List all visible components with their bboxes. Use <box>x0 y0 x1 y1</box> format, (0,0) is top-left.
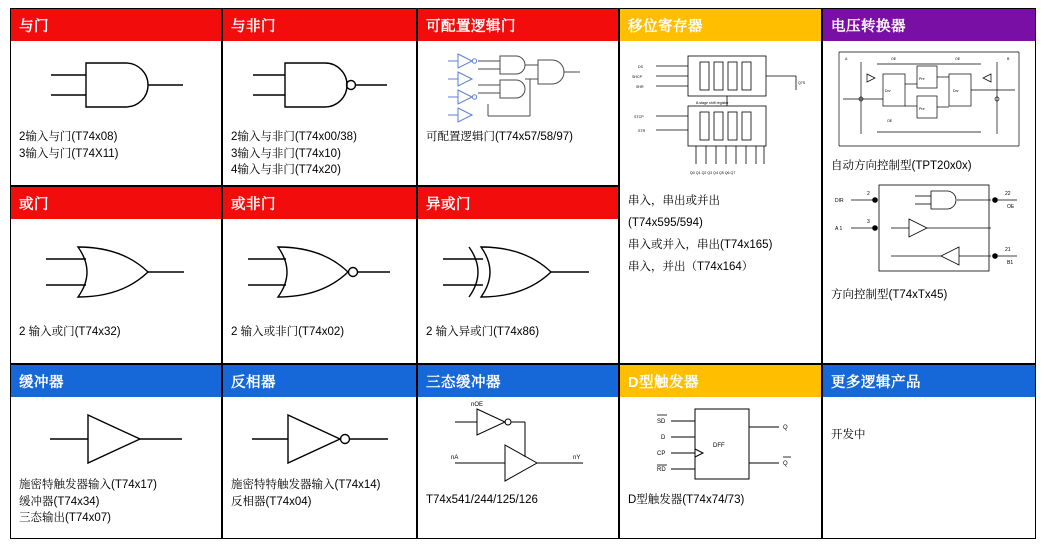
cell-tristate-buffer[interactable] <box>417 364 619 539</box>
caption-line: 开发中 <box>831 429 866 441</box>
cell-caption-configurable-logic-gate <box>418 129 618 146</box>
caption-line: 2 输入异或门(T74x86) <box>426 326 540 338</box>
nor-gate-symbol <box>223 219 416 324</box>
direction-control-diagram <box>823 175 1035 285</box>
cell-nand-gate[interactable] <box>222 8 417 186</box>
caption-line: (T74x595/594) <box>628 216 703 229</box>
cell-body-more-logic-products <box>823 397 1035 538</box>
label-str: STR <box>637 128 645 133</box>
auto-direction-diagram <box>823 41 1035 156</box>
shift-register-diagram <box>620 41 821 191</box>
cell-title-more-logic-products: 更多逻辑产品 <box>823 365 1035 397</box>
caption-line: 缓冲器(T74x34) <box>19 495 100 508</box>
cell-caption-inverter <box>223 477 416 510</box>
label-d: D <box>661 434 666 441</box>
cell-shift-register[interactable] <box>619 8 822 364</box>
cell-body-xor-gate <box>418 219 618 363</box>
label-shcp: SHCP <box>631 74 642 79</box>
cell-d-flipflop[interactable] <box>619 364 822 539</box>
svg-text:B: B <box>1007 56 1010 61</box>
label-pin2: 2 <box>867 191 870 198</box>
caption-line: 2输入与非门(T74x00/38) <box>231 131 357 143</box>
cell-xor-gate[interactable] <box>417 186 619 364</box>
caption-line: 自动方向控制型(TPT20x0x) <box>831 160 972 172</box>
caption-line: 施密特特触发器输入(T74x14) <box>231 479 381 491</box>
cell-body-nor-gate <box>223 219 416 363</box>
svg-text:Pre: Pre <box>919 76 925 81</box>
cell-body-or-gate <box>11 219 221 363</box>
d-flipflop-diagram <box>620 397 821 492</box>
cell-title-inverter: 反相器 <box>223 365 416 397</box>
cell-title-or-gate: 或门 <box>11 187 221 219</box>
label-stcp: STCP <box>633 114 644 119</box>
svg-text:A: A <box>845 56 848 61</box>
cell-caption-nand-gate <box>223 129 416 179</box>
cell-body-and-gate <box>11 41 221 185</box>
cell-title-configurable-logic-gate: 可配置逻辑门 <box>418 9 618 41</box>
cell-caption-tristate-buffer <box>418 492 618 509</box>
cell-title-shift-register: 移位寄存器 <box>620 9 821 41</box>
svg-text:Pre: Pre <box>919 106 925 111</box>
cell-caption-nor-gate <box>223 324 416 341</box>
label-pin3: 3 <box>867 219 870 226</box>
label-dff: DFF <box>713 442 725 449</box>
caption-line: 反相器(T74x04) <box>231 495 312 508</box>
caption-line: 串入或并入，串出(T74x165) <box>628 238 773 251</box>
label-pin21: 21 <box>1005 247 1011 254</box>
caption-line: 3输入与门(T74X11) <box>19 147 119 160</box>
and-gate-symbol <box>11 41 221 129</box>
cell-title-d-flipflop: D型触发器 <box>620 365 821 397</box>
caption-line: 串入，串出或并出 <box>628 195 720 207</box>
cell-inverter[interactable] <box>222 364 417 539</box>
label-q: Q <box>783 424 788 431</box>
label-shr: SHR <box>635 84 644 89</box>
cell-body-voltage-converter <box>823 41 1035 363</box>
cell-buffer[interactable] <box>10 364 222 539</box>
svg-text:OE: OE <box>887 118 893 123</box>
caption-line: D型触发器(T74x74/73) <box>628 494 745 506</box>
label-stage-shift-register: 8-stage shift register <box>695 100 729 105</box>
cell-title-nor-gate: 或非门 <box>223 187 416 219</box>
caption-line: 2 输入或门(T74x32) <box>19 326 121 338</box>
label-rd: RD <box>657 466 666 473</box>
cell-caption-and-gate <box>11 129 221 162</box>
cell-body-d-flipflop <box>620 397 821 538</box>
cell-caption-shift-register <box>620 191 821 278</box>
inverter-symbol <box>223 397 416 477</box>
label-a1: A 1 <box>835 226 843 233</box>
cell-body-shift-register <box>620 41 821 363</box>
caption-line: 施密特触发器输入(T74x17) <box>19 479 158 491</box>
label-dir: DIR <box>835 198 844 205</box>
cell-title-buffer: 缓冲器 <box>11 365 221 397</box>
label-na: nA <box>451 454 459 461</box>
cell-title-and-gate: 与门 <box>11 9 221 41</box>
cell-caption-buffer <box>11 477 221 527</box>
cell-title-nand-gate: 与非门 <box>223 9 416 41</box>
caption-line: T74x541/244/125/126 <box>426 494 538 506</box>
label-qn: Q <box>783 460 788 467</box>
caption-line: 可配置逻辑门(T74x57/58/97) <box>426 131 573 143</box>
cell-and-gate[interactable] <box>10 8 222 186</box>
label-q7s: Q7S <box>797 80 805 85</box>
configurable-logic-diagram <box>418 41 618 129</box>
svg-text:OE: OE <box>955 56 961 61</box>
caption-line: 串入，并出（T74x164） <box>628 260 754 273</box>
tristate-buffer-diagram <box>418 397 618 492</box>
nand-gate-symbol <box>223 41 416 129</box>
cell-body-nand-gate <box>223 41 416 185</box>
cell-more-logic-products[interactable] <box>822 364 1036 539</box>
cell-caption-more-logic-products <box>823 397 1035 444</box>
svg-text:OE: OE <box>891 56 897 61</box>
cell-caption-d-flipflop <box>620 492 821 509</box>
cell-nor-gate[interactable] <box>222 186 417 364</box>
cell-caption-direction-control <box>823 285 1035 304</box>
caption-line: 方向控制型(T74xTx45) <box>831 288 948 301</box>
svg-text:Drv: Drv <box>953 88 959 93</box>
label-b1: B1 <box>1007 260 1014 267</box>
caption-line: 2输入与门(T74x08) <box>19 131 118 143</box>
label-sd: SD <box>657 418 666 425</box>
cell-title-tristate-buffer: 三态缓冲器 <box>418 365 618 397</box>
cell-configurable-logic-gate[interactable] <box>417 8 619 186</box>
buffer-symbol <box>11 397 221 477</box>
label-oe: OE <box>1007 204 1015 211</box>
cell-title-voltage-converter: 电压转换器 <box>823 9 1035 41</box>
cell-body-configurable-logic-gate <box>418 41 618 185</box>
cell-or-gate[interactable] <box>10 186 222 364</box>
caption-line: 3输入与非门(T74x10) <box>231 147 341 160</box>
label-ny: nY <box>573 454 581 461</box>
caption-line: 三态输出(T74x07) <box>19 512 112 525</box>
xor-gate-symbol <box>418 219 618 324</box>
cell-caption-or-gate <box>11 324 221 341</box>
cell-title-xor-gate: 异或门 <box>418 187 618 219</box>
cell-caption-auto-direction <box>823 156 1035 175</box>
label-pin22: 22 <box>1005 191 1011 198</box>
label-outputs: Q0 Q1 Q2 Q3 Q4 Q5 Q6 Q7 <box>689 170 735 175</box>
cell-body-buffer <box>11 397 221 538</box>
cell-body-inverter <box>223 397 416 538</box>
or-gate-symbol <box>11 219 221 324</box>
cell-body-tristate-buffer <box>418 397 618 538</box>
caption-line: 2 输入或非门(T74x02) <box>231 326 345 338</box>
label-noe: nOE <box>471 401 484 408</box>
label-ds: DS <box>637 64 643 69</box>
caption-line: 4输入与非门(T74x20) <box>231 164 341 177</box>
svg-text:Drv: Drv <box>885 88 891 93</box>
cell-caption-xor-gate <box>418 324 618 341</box>
label-cp: CP <box>657 450 666 457</box>
product-grid <box>10 8 1036 539</box>
cell-voltage-converter[interactable] <box>822 8 1036 364</box>
